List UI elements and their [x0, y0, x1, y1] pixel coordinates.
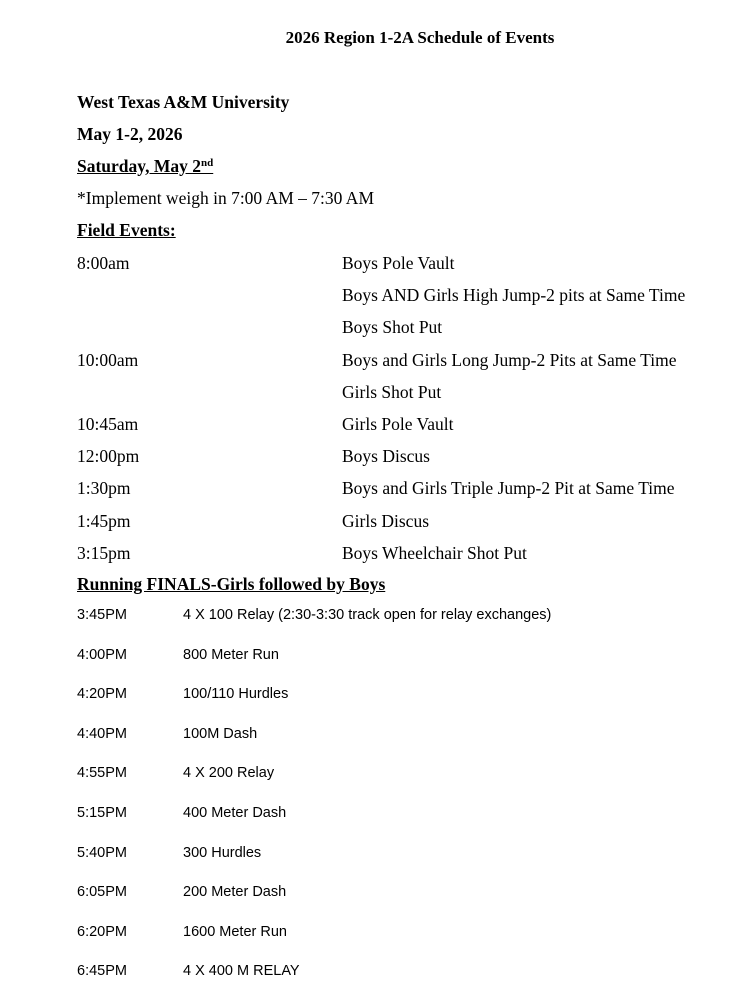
running-event-name: 4 X 200 Relay — [183, 765, 275, 782]
running-event-name: 4 X 400 M RELAY — [183, 963, 300, 980]
field-event-row — [0, 350, 750, 382]
field-event-row — [0, 253, 750, 285]
running-event-time: 6:45PM — [77, 963, 127, 980]
running-event-row — [0, 726, 750, 756]
running-event-name: 300 Hurdles — [183, 844, 262, 861]
field-event-time: 3:15pm — [77, 542, 131, 563]
field-event-time: 1:45pm — [77, 510, 131, 531]
field-event-row — [0, 511, 750, 543]
running-event-name: 400 Meter Dash — [183, 805, 287, 821]
field-event-name: Girls Pole Vault — [342, 414, 454, 434]
day-heading-suffix: nd — [200, 157, 214, 169]
field-event-row — [0, 543, 750, 575]
day-heading — [77, 156, 213, 177]
running-event-row — [0, 647, 750, 677]
running-event-row — [0, 686, 750, 716]
running-event-time: 4:00PM — [77, 646, 127, 663]
running-event-row — [0, 884, 750, 914]
field-event-row — [0, 414, 750, 446]
running-event-name: 800 Meter Run — [183, 646, 279, 663]
field-event-time: 8:00am — [77, 253, 130, 273]
field-event-time: 10:00am — [77, 349, 139, 370]
running-event-time: 5:15PM — [77, 805, 127, 821]
running-event-name: 100M Dash — [183, 725, 258, 742]
field-event-name: Boys AND Girls High Jump-2 pits at Same Time — [342, 285, 686, 306]
running-event-name: 200 Meter Dash — [183, 884, 287, 901]
running-event-time: 4:20PM — [77, 686, 127, 703]
running-event-time: 4:40PM — [77, 725, 127, 742]
running-event-time: 3:45PM — [77, 607, 127, 623]
running-event-row — [0, 924, 750, 954]
event-dates: May 1-2, 2026 — [77, 124, 183, 144]
venue: West Texas A&M University — [77, 92, 290, 112]
field-event-time: 1:30pm — [77, 478, 131, 499]
running-event-row — [0, 607, 750, 637]
field-events-heading: Field Events: — [77, 220, 176, 240]
field-event-name: Boys Pole Vault — [342, 253, 455, 273]
running-finals-heading: Running FINALS-Girls followed by Boys — [77, 574, 386, 594]
day-heading-text: Saturday, May 2 — [77, 156, 201, 176]
field-event-name: Girls Discus — [342, 510, 430, 531]
field-event-name: Boys and Girls Triple Jump-2 Pit at Same Time — [342, 478, 675, 499]
running-event-time: 4:55PM — [77, 765, 127, 782]
running-event-row — [0, 805, 750, 835]
running-event-row — [0, 845, 750, 875]
field-event-name: Boys Wheelchair Shot Put — [342, 542, 527, 563]
running-event-name: 4 X 100 Relay (2:30-3:30 track open for relay exchanges) — [183, 607, 552, 623]
running-event-time: 6:20PM — [77, 923, 127, 940]
field-event-name: Boys Discus — [342, 446, 430, 467]
running-event-name: 100/110 Hurdles — [183, 686, 289, 703]
field-event-row — [0, 446, 750, 478]
page-title: 2026 Region 1-2A Schedule of Events — [285, 28, 555, 47]
running-event-row — [0, 765, 750, 795]
running-event-row — [0, 963, 750, 993]
field-event-row — [0, 317, 750, 349]
field-event-row — [0, 382, 750, 414]
running-event-time: 5:40PM — [77, 844, 127, 861]
running-event-time: 6:05PM — [77, 884, 127, 901]
field-event-name: Girls Shot Put — [342, 381, 442, 402]
field-event-row — [0, 285, 750, 317]
field-event-name: Boys and Girls Long Jump-2 Pits at Same Time — [342, 349, 677, 370]
running-event-name: 1600 Meter Run — [183, 923, 287, 940]
implement-note: *Implement weigh in 7:00 AM – 7:30 AM — [77, 188, 375, 208]
field-event-time: 10:45am — [77, 414, 139, 434]
field-event-time: 12:00pm — [77, 446, 140, 467]
field-event-name: Boys Shot Put — [342, 317, 443, 338]
field-event-row — [0, 478, 750, 510]
